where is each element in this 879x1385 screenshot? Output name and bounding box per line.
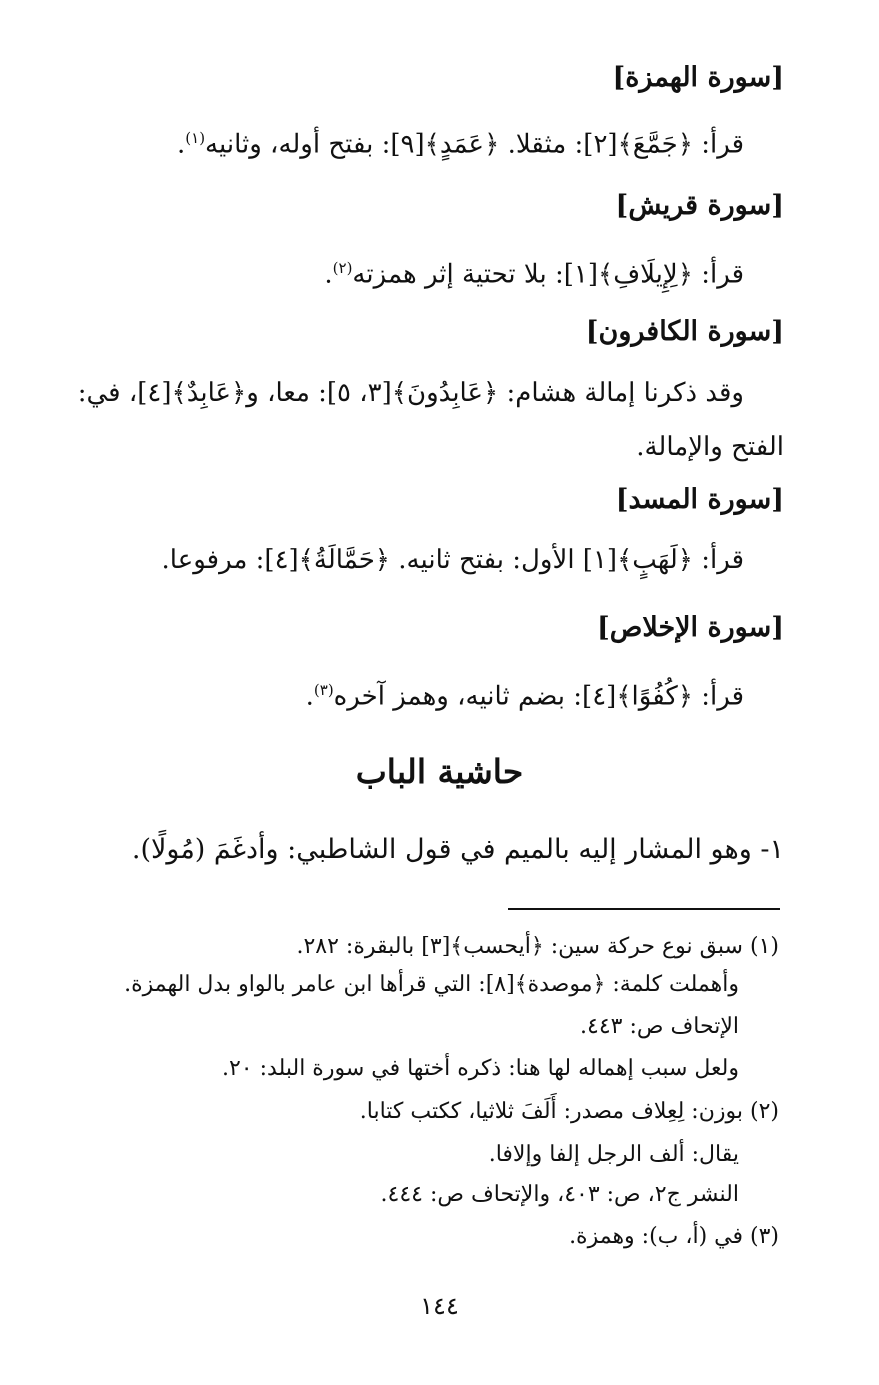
reading-text: قرأ: ﴿كُفُوًا﴾[٤]: بضم ثانيه، وهمز آخره (333, 681, 744, 712)
surah-section (74, 312, 784, 352)
surah-title: [سورة الكافرون] (585, 316, 784, 347)
reading-note: قرأ: ﴿لَهَبٍ﴾[١] الأول: بفتح ثانيه. ﴿حَمَّالَةُ﴾[٤]: مرفوعا. (161, 545, 744, 575)
reading-text: قرأ: ﴿لِإِيلَافِ﴾[١]: بلا تحتية إثر همزته (352, 259, 744, 290)
reading-note (74, 248, 784, 295)
footnote-line: (٣) في (أ، ب): وهمزة. (569, 1224, 779, 1249)
sentence-end: . (177, 129, 186, 160)
footnote-line: (١) سبق نوع حركة سين: ﴿أيحسب﴾[٣] بالبقرة: ٢٨٢. (296, 934, 779, 959)
surah-section-body (74, 540, 784, 580)
footnote-line: (٢) بوزن: لِعِلاف مصدر: أَلَفَ ثلاثيا، ككتب كتابا. (359, 1099, 779, 1124)
footnote-ref: (٣) (313, 681, 334, 699)
footnote-line: ولعل سبب إهماله لها هنا: ذكره أختها في سورة البلد: ٢٠. (221, 1056, 739, 1081)
hashiya-note (74, 830, 784, 870)
sentence-end: . (324, 259, 333, 290)
surah-title: [سورة قريش] (615, 190, 784, 221)
surah-section (74, 186, 784, 226)
footnote-ref: (٢) (332, 259, 353, 277)
hashiya-line: ١- وهو المشار إليه بالميم في قول الشاطبي: وأدغَمَ (مُولًا). (131, 834, 784, 865)
surah-section (74, 608, 784, 648)
page-number: ١٤٤ (420, 1292, 459, 1320)
footnote-separator (508, 908, 780, 910)
surah-section-body (74, 248, 784, 295)
surah-title: [سورة الإخلاص] (596, 612, 784, 643)
footnote-line: الإتحاف ص: ٤٤٣. (580, 1014, 739, 1039)
surah-section-body (74, 670, 784, 717)
reading-note: وقد ذكرنا إمالة هشام: ﴿عَابِدُونَ﴾[٣، ٥]: معا، و﴿عَابِدٌ﴾[٤]، في: الفتح والإمالة. (77, 378, 784, 462)
surah-section-body (74, 118, 784, 165)
surah-title: [سورة الهمزة] (612, 62, 784, 93)
reading-note (74, 118, 784, 165)
reading-note (74, 670, 784, 717)
surah-section (74, 58, 784, 98)
section-heading: حاشية الباب (355, 752, 524, 791)
footnote-ref: (١) (185, 129, 206, 147)
sentence-end: . (305, 681, 314, 712)
reading-text: قرأ: ﴿جَمَّعَ﴾[٢]: مثقلا. ﴿عَمَدٍ﴾[٩]: بفتح أوله، وثانيه (205, 129, 744, 160)
surah-section-body (74, 366, 784, 474)
footnote-line: يقال: ألف الرجل إلفا وإلافا. (488, 1142, 739, 1167)
footnote-line: النشر ج٢، ص: ٤٠٣، والإتحاف ص: ٤٤٤. (380, 1182, 739, 1207)
footnote-line: وأهملت كلمة: ﴿موصدة﴾[٨]: التي قرأها ابن عامر بالواو بدل الهمزة. (124, 972, 739, 997)
surah-title: [سورة المسد] (615, 484, 784, 515)
surah-section (74, 480, 784, 520)
